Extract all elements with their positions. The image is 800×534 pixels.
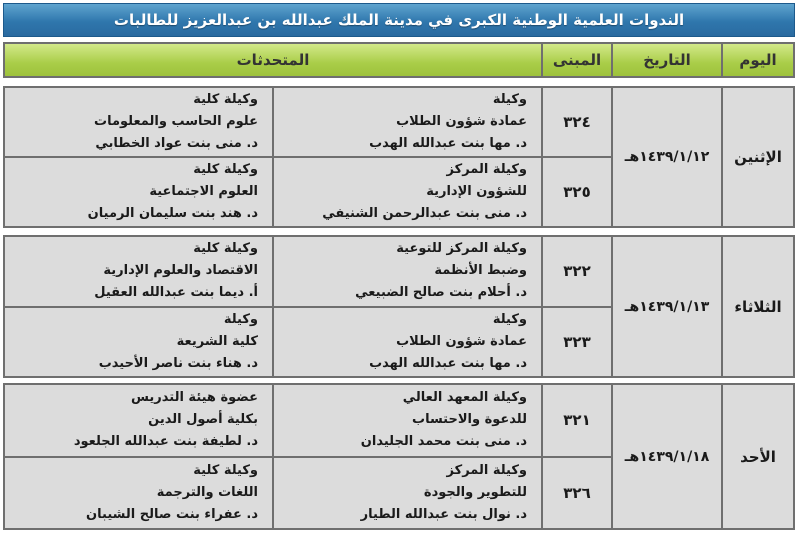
day-group-tuesday: [3, 235, 795, 378]
header-date: التاريخ: [613, 44, 721, 76]
table-row: [5, 88, 611, 156]
speaker-dept: اللغات والترجمة: [156, 484, 258, 500]
table-row: [5, 308, 611, 377]
building-cell: ٣٢١: [543, 385, 611, 456]
header-speakers: المتحدثات: [5, 44, 541, 76]
table-row: [5, 237, 611, 306]
speaker-cell: [274, 88, 541, 156]
speaker-cell: [5, 237, 272, 306]
speaker-name: د. مها بنت عبدالله الهدب: [369, 355, 527, 371]
date-cell: ١٤٣٩/١/١٣هـ: [613, 237, 721, 376]
speaker-cell: [5, 158, 272, 226]
speaker-dept: بكلية أصول الدين: [148, 412, 258, 428]
speaker-dept: كلية الشريعة: [176, 333, 258, 349]
page-title: الندوات العلمية الوطنية الكبرى في مدينة الملك عبدالله بن عبدالعزيز للطالبات: [3, 3, 795, 37]
speaker-cell: [5, 88, 272, 156]
table-row: [5, 458, 611, 529]
header-day: اليوم: [723, 44, 793, 76]
speaker-name: د. نوال بنت عبدالله الطيار: [360, 506, 527, 522]
table-header: [3, 42, 795, 78]
speaker-cell: [274, 458, 541, 529]
building-cell: ٣٢٢: [543, 237, 611, 306]
building-cell: ٣٢٦: [543, 458, 611, 529]
speaker-title: وكيلة كلية: [193, 92, 258, 107]
speaker-dept: للدعوة والاحتساب: [412, 412, 527, 428]
speaker-dept: العلوم الاجتماعية: [149, 184, 258, 199]
speaker-dept: الاقتصاد والعلوم الإدارية: [103, 263, 258, 279]
speaker-title: وكيلة كلية: [193, 462, 258, 478]
speaker-dept: للتطوير والجودة: [423, 484, 527, 500]
day-cell: الثلاثاء: [723, 237, 793, 376]
speaker-title: وكيلة المعهد العالي: [402, 390, 527, 406]
speaker-title: وكيلة المركز للتوعية: [396, 241, 527, 257]
building-cell: ٣٢٥: [543, 158, 611, 226]
speaker-cell: [5, 385, 272, 456]
speaker-dept: عمادة شؤون الطلاب: [396, 114, 527, 129]
speaker-name: د. منى بنت عبدالرحمن الشنيفي: [322, 206, 527, 221]
speaker-title: عضوة هيئة التدريس: [131, 390, 258, 406]
speaker-name: د. هند بنت سليمان الرميان: [87, 206, 258, 221]
speaker-name: د. عفراء بنت صالح الشيبان: [86, 506, 258, 522]
speaker-title: وكيلة كلية: [193, 162, 258, 177]
speaker-name: د. منى بنت محمد الجليدان: [360, 434, 527, 450]
speaker-cell: [274, 237, 541, 306]
speaker-name: أ. ديما بنت عبدالله العقيل: [94, 285, 258, 301]
day-cell: الأحد: [723, 385, 793, 528]
speaker-title: وكيلة كلية: [193, 241, 258, 257]
speaker-name: د. أحلام بنت صالح الضبيعي: [355, 285, 527, 301]
speaker-dept: وضبط الأنظمة: [434, 263, 527, 279]
speaker-title: وكيلة: [492, 311, 527, 327]
table-row: [5, 385, 611, 456]
building-cell: ٣٢٤: [543, 88, 611, 156]
speaker-dept: عمادة شؤون الطلاب: [396, 333, 527, 349]
date-cell: ١٤٣٩/١/١٢هـ: [613, 88, 721, 226]
date-cell: ١٤٣٩/١/١٨هـ: [613, 385, 721, 528]
speaker-name: د. مها بنت عبدالله الهدب: [369, 136, 527, 151]
speaker-title: وكيلة المركز: [446, 462, 527, 478]
speaker-title: وكيلة المركز: [446, 162, 527, 177]
speaker-title: وكيلة: [223, 311, 258, 327]
speaker-dept: علوم الحاسب والمعلومات: [94, 114, 258, 129]
speaker-cell: [274, 385, 541, 456]
day-group-sunday: [3, 383, 795, 530]
day-group-monday: [3, 86, 795, 228]
speaker-title: وكيلة: [492, 92, 527, 107]
speaker-name: د. لطيفة بنت عبدالله الجلعود: [73, 434, 258, 450]
day-cell: الإثنين: [723, 88, 793, 226]
speaker-name: د. هناء بنت ناصر الأحيدب: [98, 355, 258, 371]
speaker-dept: للشؤون الإدارية: [426, 184, 527, 199]
speaker-cell: [5, 308, 272, 377]
table-row: [5, 158, 611, 226]
speaker-cell: [274, 158, 541, 226]
speaker-cell: [274, 308, 541, 377]
speaker-cell: [5, 458, 272, 529]
header-building: المبنى: [543, 44, 611, 76]
speaker-name: د. منى بنت عواد الخطابي: [95, 136, 258, 151]
building-cell: ٣٢٣: [543, 308, 611, 377]
